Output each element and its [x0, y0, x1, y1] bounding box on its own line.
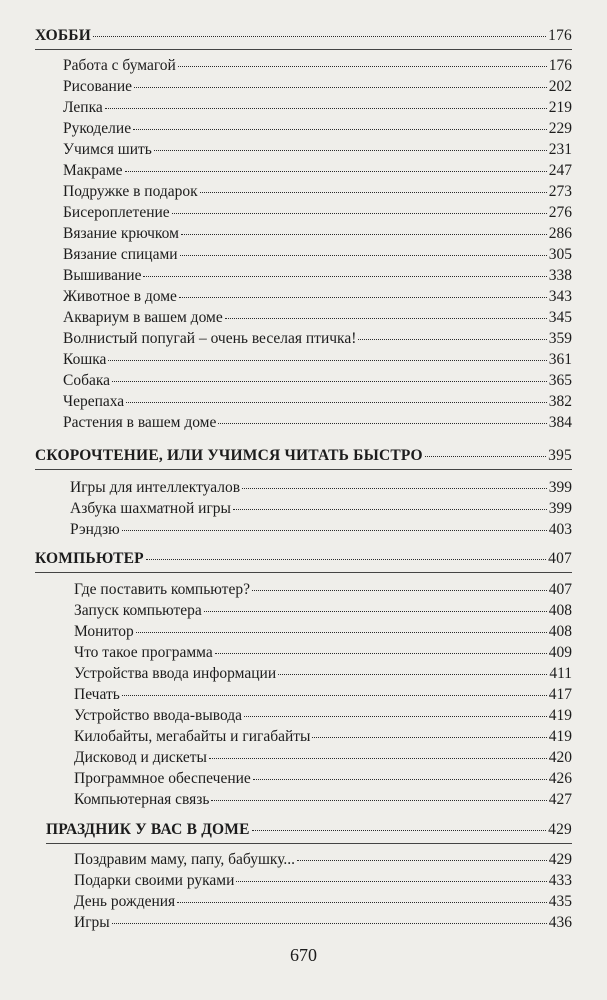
item-page: 229 [548, 120, 572, 137]
item-page: 411 [549, 665, 572, 682]
item-page: 426 [548, 770, 572, 787]
item-title: Компьютерная связь [74, 791, 210, 808]
item-title: Бисероплетение [63, 204, 170, 221]
item-page: 420 [548, 749, 572, 766]
dot-leader [172, 213, 547, 214]
item-title: Собака [63, 372, 111, 389]
item-page: 408 [548, 623, 572, 640]
toc-item[interactable] [0, 913, 607, 933]
item-title: Черепаха [63, 393, 125, 410]
dot-leader [215, 653, 547, 654]
dot-leader [126, 402, 547, 403]
item-title: Что такое программа [74, 644, 213, 661]
item-title: Подружке в подарок [63, 183, 198, 200]
item-title: Растения в вашем доме [63, 414, 217, 431]
item-title: Лепка [63, 99, 103, 116]
dot-leader [122, 530, 547, 531]
toc-item[interactable] [0, 287, 607, 307]
toc-item[interactable] [0, 161, 607, 181]
section-divider [35, 49, 572, 50]
item-page: 338 [548, 267, 572, 284]
item-page: 399 [548, 479, 572, 496]
toc-item[interactable] [0, 478, 607, 498]
dot-leader [108, 360, 546, 361]
dot-leader [252, 590, 547, 591]
item-title: Кошка [63, 351, 107, 368]
item-page: 247 [548, 162, 572, 179]
dot-leader [209, 758, 547, 759]
item-title: Рукоделие [63, 120, 132, 137]
item-page: 382 [548, 393, 572, 410]
dot-leader [358, 339, 546, 340]
item-page: 429 [548, 851, 572, 868]
item-page: 343 [548, 288, 572, 305]
dot-leader [177, 902, 547, 903]
toc-item[interactable] [0, 224, 607, 244]
page-number: 670 [290, 945, 317, 965]
toc-item[interactable] [0, 622, 607, 642]
toc-item[interactable] [0, 140, 607, 160]
dot-leader [136, 632, 547, 633]
item-title: Аквариум в вашем доме [63, 309, 223, 326]
item-title: Работа с бумагой [63, 57, 176, 74]
item-page: 403 [548, 521, 572, 538]
dot-leader [253, 779, 547, 780]
item-title: Животное в доме [63, 288, 177, 305]
item-title: Программное обеспечение [74, 770, 251, 787]
item-page: 231 [548, 141, 572, 158]
item-page: 407 [548, 581, 572, 598]
section-page: 395 [548, 447, 572, 464]
item-page: 202 [548, 78, 572, 95]
item-page: 273 [548, 183, 572, 200]
item-page: 436 [548, 914, 572, 931]
dot-leader [236, 881, 546, 882]
item-title: Подарки своими руками [74, 872, 235, 889]
item-title: Устройства ввода информации [74, 665, 277, 682]
dot-leader [200, 192, 547, 193]
dot-leader [425, 456, 546, 457]
item-title: Рэндзю [70, 521, 120, 538]
dot-leader [180, 255, 547, 256]
item-page: 219 [548, 99, 572, 116]
toc-item[interactable] [0, 371, 607, 391]
toc-item[interactable] [0, 245, 607, 265]
dot-leader [133, 129, 547, 130]
item-page: 286 [548, 225, 572, 242]
item-page: 305 [548, 246, 572, 263]
dot-leader [312, 737, 546, 738]
toc-item[interactable] [0, 664, 607, 684]
item-title: Вязание крючком [63, 225, 179, 242]
item-title: Печать [74, 686, 120, 703]
toc-section-computer[interactable] [0, 549, 607, 569]
section-title: СКОРОЧТЕНИЕ, ИЛИ УЧИМСЯ ЧИТАТЬ БЫСТРО [35, 447, 423, 464]
toc-item[interactable] [0, 119, 607, 139]
section-page: 429 [548, 821, 572, 838]
section-divider [35, 572, 572, 573]
dot-leader [146, 559, 546, 560]
dot-leader [122, 695, 547, 696]
toc-item[interactable] [0, 182, 607, 202]
dot-leader [134, 87, 547, 88]
section-title: КОМПЬЮТЕР [35, 550, 144, 567]
section-divider [46, 843, 572, 844]
toc-section-holiday[interactable] [0, 820, 607, 840]
dot-leader [252, 830, 546, 831]
toc-item[interactable] [0, 892, 607, 912]
toc-item[interactable] [0, 329, 607, 349]
section-title: ХОББИ [35, 27, 92, 44]
item-page: 345 [548, 309, 572, 326]
toc-item[interactable] [0, 871, 607, 891]
section-divider [35, 469, 572, 470]
item-page: 427 [548, 791, 572, 808]
item-title: Волнистый попугай – очень веселая птичка! [63, 330, 357, 347]
toc-item[interactable] [0, 413, 607, 433]
item-page: 435 [548, 893, 572, 910]
dot-leader [278, 674, 547, 675]
item-title: Монитор [74, 623, 134, 640]
item-page: 176 [548, 57, 572, 74]
item-page: 419 [548, 728, 572, 745]
toc-item[interactable] [0, 643, 607, 663]
toc-item[interactable] [0, 748, 607, 768]
item-title: Игры [74, 914, 110, 931]
item-page: 419 [548, 707, 572, 724]
toc-item[interactable] [0, 850, 607, 870]
item-page: 408 [548, 602, 572, 619]
item-title: Вышивание [63, 267, 142, 284]
dot-leader [218, 423, 546, 424]
dot-leader [154, 150, 547, 151]
item-title: Игры для интеллектуалов [70, 479, 241, 496]
item-page: 276 [548, 204, 572, 221]
toc-item[interactable] [0, 499, 607, 519]
toc-section-speed-reading[interactable] [0, 446, 607, 466]
item-title: Азбука шахматной игры [70, 500, 231, 517]
toc-item[interactable] [0, 350, 607, 370]
dot-leader [112, 381, 547, 382]
item-title: Устройство ввода-вывода [74, 707, 243, 724]
toc-item[interactable] [0, 727, 607, 747]
item-title: Вязание спицами [63, 246, 178, 263]
toc-section-hobbies[interactable] [0, 26, 607, 46]
dot-leader [181, 234, 547, 235]
toc-item[interactable] [0, 520, 607, 540]
item-page: 417 [548, 686, 572, 703]
section-page: 407 [548, 550, 572, 567]
toc-item[interactable] [0, 266, 607, 286]
item-page: 384 [548, 414, 572, 431]
item-title: Где поставить компьютер? [74, 581, 250, 598]
item-title: Рисование [63, 78, 133, 95]
item-title: Поздравим маму, папу, бабушку... [74, 851, 296, 868]
dot-leader [233, 509, 547, 510]
toc-item[interactable] [0, 790, 607, 810]
toc-item[interactable] [0, 685, 607, 705]
dot-leader [225, 318, 547, 319]
section-title: ПРАЗДНИК У ВАС В ДОМЕ [46, 821, 250, 838]
toc-item[interactable] [0, 308, 607, 328]
toc-item[interactable] [0, 77, 607, 97]
dot-leader [143, 276, 546, 277]
toc-item[interactable] [0, 56, 607, 76]
item-page: 433 [548, 872, 572, 889]
item-page: 359 [548, 330, 572, 347]
dot-leader [112, 923, 547, 924]
item-title: Дисковод и дискеты [74, 749, 207, 766]
item-page: 409 [548, 644, 572, 661]
dot-leader [178, 66, 547, 67]
dot-leader [93, 36, 546, 37]
item-title: Учимся шить [63, 141, 152, 158]
toc-item[interactable] [0, 203, 607, 223]
toc-item[interactable] [0, 98, 607, 118]
item-title: Запуск компьютера [74, 602, 202, 619]
toc-item[interactable] [0, 601, 607, 621]
dot-leader [211, 800, 546, 801]
dot-leader [297, 860, 547, 861]
dot-leader [244, 716, 547, 717]
item-title: Килобайты, мегабайты и гигабайты [74, 728, 311, 745]
item-page: 365 [548, 372, 572, 389]
item-page: 361 [548, 351, 572, 368]
dot-leader [105, 108, 547, 109]
dot-leader [125, 171, 547, 172]
section-page: 176 [548, 27, 572, 44]
toc-item[interactable] [0, 706, 607, 726]
toc-item[interactable] [0, 392, 607, 412]
toc-item[interactable] [0, 580, 607, 600]
item-page: 399 [548, 500, 572, 517]
item-title: Макраме [63, 162, 123, 179]
toc-item[interactable] [0, 769, 607, 789]
item-title: День рождения [74, 893, 176, 910]
dot-leader [204, 611, 547, 612]
dot-leader [242, 488, 547, 489]
dot-leader [179, 297, 547, 298]
